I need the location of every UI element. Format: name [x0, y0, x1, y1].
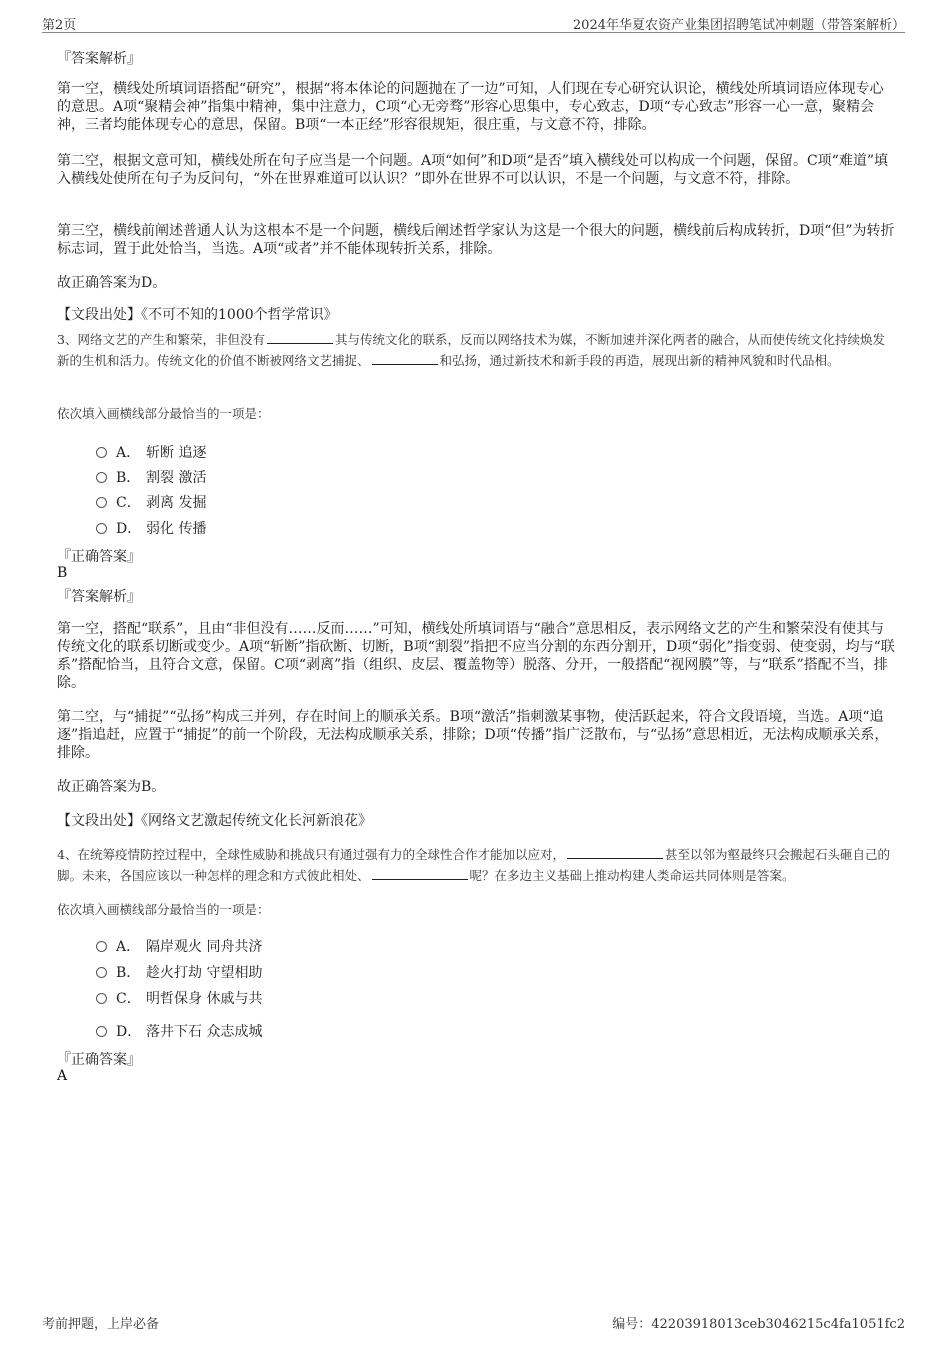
q3-text-c: 和弘扬，通过新技术和新手段的再造，展现出新的精神风貌和时代品相。 — [439, 353, 840, 368]
q4-answer: A — [57, 1068, 68, 1084]
q3-option-a[interactable]: A． 斩断 追逐 — [96, 442, 206, 462]
page-number: 第2页 — [42, 18, 77, 33]
q3-analysis-label: 『答案解析』 — [57, 589, 141, 605]
q3-prompt: 依次填入画横线部分最恰当的一项是： — [57, 406, 270, 421]
q4-text-c: 呢？在多边主义基础上推动构建人类命运共同体则是答案。 — [469, 868, 795, 883]
radio-icon[interactable] — [96, 1026, 107, 1037]
document-code: 编号：42203918013ceb3046215c4fa1051fc2 — [612, 1317, 905, 1332]
q3-option-c[interactable]: C． 剥离 发掘 — [96, 492, 206, 512]
q4-option-c[interactable]: C． 明哲保身 休戚与共 — [96, 988, 262, 1008]
footer-slogan: 考前押题，上岸必备 — [42, 1317, 160, 1332]
q3-question-text — [57, 329, 897, 371]
q4-blank-1 — [567, 846, 663, 859]
q4-option-b[interactable]: B． 趁火打劫 守望相助 — [96, 962, 262, 982]
q2-conclusion: 故正确答案为D。 — [57, 275, 167, 291]
q4-option-a[interactable]: A． 隔岸观火 同舟共济 — [96, 936, 262, 956]
q4-prompt: 依次填入画横线部分最恰当的一项是： — [57, 902, 270, 917]
q4-blank-2 — [372, 867, 468, 880]
document-title: 2024年华夏农资产业集团招聘笔试冲刺题（带答案解析） — [572, 18, 905, 33]
radio-icon[interactable] — [96, 447, 107, 458]
q3-blank-2 — [372, 352, 438, 365]
q3-analysis-p1: 第一空，搭配“联系”，且由“非但没有……反而……”可知，横线处所填词语与“融合”意思相反，表示网络文艺的产生和繁荣没有使其与传统文化的联系切断或变少。A项“斩断”指砍断、切断，B项“割裂”指把不应当分割的东西分割开，D项“弱化”指变弱、使变弱，均与“联系”搭配恰当，且符合文意，保留。C项“剥离”指（组织、皮层、覆盖物等）脱落、分开，一般搭配“视网膜”等，与“联系”搭配不当，排除。 — [57, 621, 895, 691]
radio-icon[interactable] — [96, 993, 107, 1004]
q4-question-text — [57, 844, 897, 886]
q3-text-b: 其与传统文化的联系，反而以网络技术为媒，不断加速并深化两者的融合，从而使传统文化持续焕发新的生机和活力。传统文化的价值不断被网络文艺捕捉、 — [57, 332, 885, 368]
q2-analysis-label: 『答案解析』 — [57, 51, 141, 67]
q3-blank-1 — [267, 331, 333, 344]
radio-icon[interactable] — [96, 941, 107, 952]
q3-conclusion: 故正确答案为B。 — [57, 779, 166, 795]
q2-analysis-p3: 第三空，横线前阐述普通人认为这根本不是一个问题，横线后阐述哲学家认为这是一个很大的问题，横线前后构成转折，D项“但”为转折标志词，置于此处恰当，当选。A项“或者”并不能体现转折关系，排除。 — [57, 223, 895, 257]
radio-icon[interactable] — [96, 472, 107, 483]
radio-icon[interactable] — [96, 497, 107, 508]
q3-analysis-p2: 第二空，与“捕捉”“弘扬”构成三并列，存在时间上的顺承关系。B项“激活”指刺激某事物，使活跃起来，符合文段语境，当选。A项“追逐”指追赶，应置于“捕捉”的前一个阶段，无法构成顺承关系，排除；D项“传播”指广泛散布，与“弘扬”意思相近，无法构成顺承关系，排除。 — [57, 709, 889, 761]
q2-source: 【文段出处】《不可不知的1000个哲学常识》 — [57, 307, 338, 323]
q4-text-a: 4、在统筹疫情防控过程中，全球性威胁和挑战只有通过强有力的全球性合作才能加以应对， — [57, 847, 565, 862]
q2-analysis-p1: 第一空，横线处所填词语搭配“研究”，根据“将本体论的问题抛在了一边”可知，人们现在专心研究认识论，横线处所填词语应体现专心的意思。A项“聚精会神”指集中精神，集中注意力，C项“心无旁骛”形容心思集中，专心致志，D项“专心致志”形容一心一意，聚精会神，三者均能体现专心的意思，保留。B项“一本正经”形容很规矩，很庄重，与文意不符，排除。 — [57, 81, 884, 133]
q3-answer: B — [57, 565, 68, 581]
q4-text-b: 甚至以邻为壑最终只会搬起石头砸自己的脚。未来，各国应该以一种怎样的理念和方式彼此相处、 — [57, 847, 890, 883]
q3-text-a: 3、网络文艺的产生和繁荣，非但没有 — [57, 332, 265, 347]
q4-answer-label: 『正确答案』 — [57, 1052, 141, 1068]
q2-analysis-p2: 第二空，根据文意可知，横线处所在句子应当是一个问题。A项“如何”和D项“是否”填入横线处可以构成一个问题，保留。C项“难道”填入横线处使所在句子为反问句，“外在世界难道可以认识？”即外在世界不可以认识，不是一个问题，与文意不符，排除。 — [57, 153, 888, 187]
q3-answer-label: 『正确答案』 — [57, 549, 141, 565]
q3-option-b[interactable]: B． 割裂 激活 — [96, 467, 206, 487]
page-header — [42, 12, 905, 33]
q3-source: 【文段出处】《网络文艺激起传统文化长河新浪花》 — [57, 813, 372, 829]
q4-option-d[interactable]: D． 落井下石 众志成城 — [96, 1021, 262, 1041]
radio-icon[interactable] — [96, 523, 107, 534]
radio-icon[interactable] — [96, 967, 107, 978]
q3-option-d[interactable]: D． 弱化 传播 — [96, 518, 206, 538]
